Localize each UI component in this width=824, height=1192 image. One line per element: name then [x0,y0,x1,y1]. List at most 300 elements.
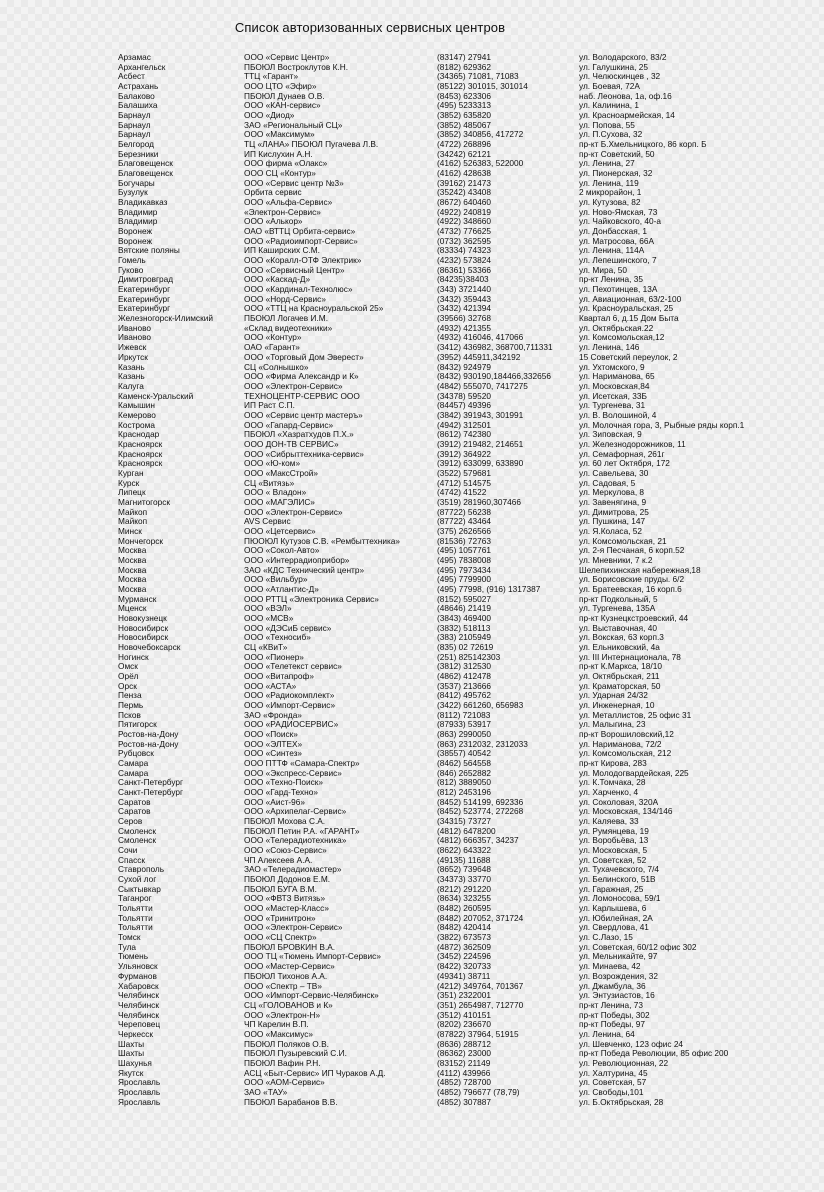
address-cell: пр-кт Победы, 302 [579,1010,650,1020]
address-cell: ул. Румянцева, 19 [579,826,649,836]
city-cell: Ногинск [118,652,149,662]
organization-cell: ООО «СЦ Спектр» [244,933,317,943]
phone-cell: (4842) 555070, 7417275 [437,381,528,391]
table-row [0,1030,824,1040]
city-cell: Орёл [118,672,139,681]
table-row [0,575,824,585]
phone-cell: (3422) 661260, 656983 [437,701,524,711]
phone-cell: (4852) 307887 [437,1097,491,1107]
page-title: Список авторизованных сервисных центров [234,20,506,35]
organization-cell: ООО « Владон» [244,488,307,498]
organization-cell: ООО «Импорт-Сервис-Челябинск» [244,991,379,1001]
address-cell: ул. Красноуральская, 25 [579,304,674,314]
city-cell: Барнаул [118,111,151,121]
organization-cell: ООО «Сервисный Центр» [244,265,345,275]
address-cell: ул. Тургенева, 135А [579,604,656,614]
table-row [0,508,824,518]
address-cell: ул. Меркулова, 8 [579,488,645,498]
organization-cell: ЧП Карелин В.П. [244,1020,309,1030]
city-cell: Владимир [118,217,158,227]
address-cell: ул. Революционная, 22 [579,1058,669,1068]
phone-cell: (3432) 359443 [437,294,491,304]
address-cell: ул. Железнодорожников, 11 [579,439,686,449]
organization-cell: ООО «АСТА» [244,681,297,691]
table-row [0,662,824,672]
city-cell: Ростов-на-Дону [118,739,179,749]
city-cell: Магнитогорск [118,497,171,507]
city-cell: Кемерово [118,410,156,420]
address-cell: ул. Ленина, 114А [579,246,645,256]
table-row [0,933,824,943]
phone-cell: (4742) 41522 [437,488,487,498]
address-cell: ул. Гаражная, 25 [579,884,644,894]
city-cell: Майкоп [118,507,148,517]
organization-cell: ООО «Электрон-Н» [244,1010,321,1020]
city-cell: Москва [118,555,147,565]
table-row [0,333,824,343]
phone-cell: (8152) 595027 [437,594,491,604]
organization-cell: ПБОЮЛ Дунаев О.В. [244,91,325,101]
organization-cell: ООО «ТТЦ на Красноуральской 25» [244,304,384,314]
city-cell: Москва [118,575,147,585]
table-row [0,363,824,373]
address-cell: ул. Володарского, 83/2 [579,53,667,62]
organization-cell: ПБОЮЛ БРОВКИН В.А. [244,942,336,952]
city-cell: Каменск-Уральский [118,391,194,401]
organization-cell: ООО «МАГЭЛИС» [244,497,315,507]
city-cell: Череповец [118,1020,161,1030]
city-cell: Смоленск [118,836,156,846]
address-cell: ул. С.Лазо, 15 [579,933,633,943]
city-cell: Красноярск [118,449,163,459]
table-row [0,159,824,169]
city-cell: Камышин [118,401,155,411]
organization-cell: ПБОЮЛ БУГА В.М. [244,884,317,894]
phone-cell: (83152) 21149 [437,1058,491,1068]
phone-cell: (835) 02 72619 [437,642,494,652]
address-cell: пр-кт Победа Революции, 85 офис 200 [579,1049,729,1059]
organization-cell: СЦ «Витязь» [244,478,295,488]
phone-cell: (8482) 260595 [437,904,491,914]
city-cell: Мурманск [118,594,157,604]
address-cell: ул. Минаева, 42 [579,962,641,972]
table-row [0,343,824,353]
phone-cell: (49135) 11688 [437,855,491,865]
table-row [0,488,824,498]
phone-cell: (3912) 219482, 214651 [437,439,524,449]
table-row [0,614,824,624]
table-row [0,1001,824,1011]
address-cell: ул. Свердлова, 41 [579,923,649,933]
table-row [0,227,824,237]
table-row [0,459,824,469]
address-cell: ул. Малыгина, 23 [579,720,646,730]
address-cell: пр-кт Победы, 97 [579,1020,646,1030]
table-row [0,720,824,730]
organization-cell: ООО «Интеррадиоприбор» [244,555,350,565]
phone-cell: (495) 77998, (916) 1317387 [437,584,541,594]
address-cell: ул. Братеевская, 16 корп.6 [579,584,682,594]
organization-cell: ООО «Гард-Техно» [244,788,318,798]
city-cell: Барнаул [118,130,151,140]
city-cell: Саратов [118,797,151,807]
table-row [0,266,824,276]
table-row [0,1078,824,1088]
organization-cell: ПБОЮЛ Поляков О.В. [244,1039,329,1049]
phone-cell: (39566) 32768 [437,314,491,324]
organization-cell: ООО ЦТО «Эфир» [244,82,317,92]
table-row [0,904,824,914]
phone-cell: (8453) 623306 [437,91,491,101]
phone-cell: (495) 1057761 [437,546,491,556]
address-cell: ул. Тухачевского, 7/4 [579,865,659,875]
table-row [0,740,824,750]
city-cell: Воронеж [118,236,153,246]
organization-cell: ООО ТЦ «Тюмень Импорт-Сервис» [244,952,381,962]
organization-cell: Орбита сервис [244,188,302,198]
phone-cell: (87722) 56238 [437,507,491,517]
organization-cell: ТЦ «ЛАНА» ПБОЮЛ Пугачева Л.В. [244,140,379,150]
organization-cell: ООО фирма «Олакс» [244,159,328,169]
city-cell: Смоленск [118,826,156,836]
organization-cell: ПБОЮЛ Востроклутов К.Н. [244,62,349,72]
phone-cell: (3522) 579681 [437,468,491,478]
organization-cell: ПБОЮЛ Тихонов А.А. [244,971,328,981]
organization-cell: ООО «Синтез» [244,749,303,759]
table-row [0,1011,824,1021]
address-cell: ул. Комсомольская, 21 [579,536,667,546]
organization-cell: ООО «Телерадиотехника» [244,836,347,846]
table-row [0,566,824,576]
phone-cell: (8452) 514199, 692336 [437,797,524,807]
city-cell: Калуга [118,381,144,391]
phone-cell: (495) 7973434 [437,565,491,575]
city-cell: Челябинск [118,1010,159,1020]
organization-cell: ООО «Техно-Поиск» [244,778,324,788]
address-cell: ул. Завенягина, 9 [579,497,647,507]
organization-cell: ПБОЮЛ «Хазратхудов П.Х.» [244,430,354,440]
address-cell: ул. Карлышева, 6 [579,904,647,914]
table-row [0,440,824,450]
table-row [0,188,824,198]
organization-cell: ООО «Сокол-Авто» [244,546,320,556]
city-cell: Архангельск [118,62,166,72]
city-cell: Арзамас [118,53,151,62]
address-cell: ул. Металлистов, 25 офис 31 [579,710,692,720]
phone-cell: (251) 825142303 [437,652,501,662]
address-cell: пр-кт Ворошиловский,12 [579,730,674,740]
organization-cell: ООО «Ю-ком» [244,459,301,469]
address-cell: ул. Ново-Ямская, 73 [579,207,658,217]
phone-cell: (35242) 43408 [437,188,491,198]
address-cell: ул. Мневники, 7 к.2 [579,555,653,565]
city-cell: Самара [118,759,149,769]
city-cell: Владимир [118,207,158,217]
city-cell: Таганрог [118,894,152,904]
address-cell: ул. Матросова, 66А [579,236,655,246]
address-cell: ул. Энтузиастов, 16 [579,991,655,1001]
organization-cell: ПБОЮЛ Петин Р.А. «ГАРАНТ» [244,826,360,836]
city-cell: Красноярск [118,459,163,469]
table-row [0,643,824,653]
address-cell: ул. Мельникайте, 97 [579,952,658,962]
table-row [0,498,824,508]
phone-cell: (3852) 485067 [437,120,491,130]
address-cell: ул. Выставочная, 40 [579,623,657,633]
organization-cell: ООО «Телетекст сервис» [244,662,342,672]
organization-cell: ООО РТТЦ «Электроника Сервис» [244,594,379,604]
address-cell: ул. Соколовая, 320А [579,797,659,807]
address-cell: ул. К.Томчака, 28 [579,778,646,788]
phone-cell: (34242) 62121 [437,149,491,159]
organization-cell: СЦ «Солнышко» [244,362,309,372]
phone-cell: (86362) 23000 [437,1049,491,1059]
address-cell: ул. Зиповская, 9 [579,430,642,440]
table-row [0,121,824,131]
table-row [0,914,824,924]
phone-cell: (34315) 73727 [437,817,491,827]
address-cell: ул. Октябрьская, 211 [579,672,660,681]
table-row [0,759,824,769]
organization-cell: ООО «ВЭЛ» [244,604,292,614]
address-cell: ул. Ленина, 119 [579,178,639,188]
organization-cell: ООО «Мастер-Класс» [244,904,329,914]
address-cell: Квартал 6, д.15 Дом Быта [579,314,679,324]
table-row [0,885,824,895]
table-row [0,392,824,402]
table-row [0,430,824,440]
organization-cell: ООО «Техносиб» [244,633,311,643]
table-row [0,314,824,324]
organization-cell: ТТЦ «Гарант» [244,72,299,82]
phone-cell: (4112) 439966 [437,1068,491,1078]
table-row [0,827,824,837]
address-cell: ул. Краматорская, 50 [579,681,661,691]
table-row [0,72,824,82]
address-cell: ул. Димитрова, 25 [579,507,649,517]
organization-cell: ООО «Сервис центр мастеръ» [244,410,363,420]
city-cell: Сыктывкар [118,884,161,894]
phone-cell: (39162) 21473 [437,178,491,188]
city-cell: Кострома [118,420,155,430]
phone-cell: (4732) 776625 [437,227,491,237]
organization-cell: ООО «Электрон-Сервис» [244,381,343,391]
address-cell: ул. П.Сухова, 32 [579,130,643,140]
organization-cell: ООО «Электрон-Сервис» [244,923,343,933]
city-cell: Серов [118,817,143,827]
table-row [0,469,824,479]
phone-cell: (3452) 224596 [437,952,491,962]
phone-cell: (34365) 71081, 71083 [437,72,519,82]
address-cell: ул. Октябрьская.22 [579,323,654,333]
organization-cell: ООО «Радиоимпорт-Сервис» [244,236,358,246]
address-cell: ул. Каляева, 33 [579,817,639,827]
city-cell: Сочи [118,846,138,856]
address-cell: ул. Советская, 60/12 офис 302 [579,942,697,952]
table-row [0,875,824,885]
phone-cell: (4162) 526383, 522000 [437,159,524,169]
organization-cell: ООО «Электрон-Сервис» [244,507,343,517]
table-row [0,353,824,363]
city-cell: Мценск [118,604,147,614]
phone-cell: (8636) 288712 [437,1039,491,1049]
table-row [0,479,824,489]
table-row [0,246,824,256]
organization-cell: ООО «Коралл-ОТФ Электрик» [244,256,362,266]
phone-cell: (383) 2105949 [437,633,491,643]
phone-cell: (4812) 6478200 [437,826,496,836]
organization-cell: ЗАО «ТАУ» [244,1087,288,1097]
organization-cell: ООО «Витапроф» [244,672,314,681]
phone-cell: (48646) 21419 [437,604,491,614]
city-cell: Бузулук [118,188,148,198]
city-cell: Екатеринбург [118,304,171,314]
phone-cell: (4712) 514575 [437,478,491,488]
address-cell: ул. Пехотинцев, 13А [579,285,658,295]
organization-cell: ООО «Вильбур» [244,575,308,585]
city-cell: Ульяновск [118,962,158,972]
city-cell: Пермь [118,701,144,711]
address-cell: ул. Савельева, 30 [579,468,649,478]
city-cell: Самара [118,768,149,778]
city-cell: Курган [118,468,144,478]
address-cell: ул. В. Волошиной, 4 [579,410,657,420]
table-row [0,778,824,788]
table-row [0,1059,824,1069]
organization-cell: ПБОЮЛ Логачев И.М. [244,314,328,324]
phone-cell: (8422) 320733 [437,962,491,972]
table-row [0,682,824,692]
organization-cell: ООО «ФВТЗ Витязь» [244,894,326,904]
city-cell: Ижевск [118,343,147,353]
address-cell: ул. Ударная 24/32 [579,691,648,701]
city-cell: Спасск [118,855,146,865]
phone-cell: (8462) 564558 [437,759,491,769]
address-cell: пр-кт Ленина, 35 [579,275,644,285]
organization-cell: ЗАО «КДС Технический центр» [244,565,365,575]
address-cell: ул. Исетская, 33Б [579,391,647,401]
address-cell: ул. Нариманова, 72/2 [579,739,662,749]
city-cell: Санкт-Петербург [118,778,184,788]
organization-cell: ООО «Максимус» [244,1029,314,1039]
city-cell: Иркутск [118,352,148,362]
table-row [0,295,824,305]
city-cell: Астрахань [118,82,159,92]
organization-cell: ООО «Норд-Сервис» [244,294,326,304]
address-cell: ул. Чайковского, 40-а [579,217,662,227]
phone-cell: (8672) 640460 [437,198,491,208]
phone-cell: (8202) 236670 [437,1020,491,1030]
city-cell: Ярославль [118,1097,161,1107]
city-cell: Тольятти [118,904,153,914]
phone-cell: (863) 2312032, 2312033 [437,739,528,749]
table-row [0,92,824,102]
phone-cell: (34373) 33770 [437,875,491,885]
table-row [0,450,824,460]
city-cell: Мончегорск [118,536,163,546]
table-row [0,836,824,846]
city-cell: Ярославль [118,1087,161,1097]
table-row [0,111,824,121]
organization-cell: AVS Сервис [244,517,291,527]
address-cell: ул. Донбасская, 1 [579,227,647,237]
address-cell: ул. Кутузова, 82 [579,198,641,208]
phone-cell: (812) 3889050 [437,778,491,788]
organization-cell: ПБОЮЛ Додонов Е.М. [244,875,331,885]
table-row [0,275,824,285]
table-row [0,150,824,160]
city-cell: Москва [118,584,147,594]
organization-cell: ООО «Мастер-Сервис» [244,962,335,972]
table-row [0,101,824,111]
phone-cell: (3842) 391943, 301991 [437,410,524,420]
phone-cell: (4812) 666357, 34237 [437,836,519,846]
city-cell: Шахунья [118,1058,152,1068]
city-cell: Сухой лог [118,875,157,885]
organization-cell: ИП Каширских С.М. [244,246,320,256]
table-row [0,624,824,634]
address-cell: ул. Ельниковский, 4а [579,642,660,652]
phone-cell: (49341) 38711 [437,971,491,981]
address-cell: ул. Молодогвардейская, 225 [579,768,689,778]
table-row [0,285,824,295]
phone-cell: (3512) 410151 [437,1010,491,1020]
organization-cell: ООО «РАДИОСЕРВИС» [244,720,339,730]
phone-cell: (863) 2990050 [437,730,491,740]
address-cell: ул. Белинского, 51В [579,875,656,885]
address-cell: ул. Ленина, 27 [579,159,635,169]
phone-cell: (38557) 40542 [437,749,491,759]
organization-cell: ООО «КАН-сервис» [244,101,321,111]
table-row [0,672,824,682]
table-row [0,585,824,595]
address-cell: пр-кт Советский, 50 [579,149,655,159]
city-cell: Ставрополь [118,865,165,875]
organization-cell: ООО «МаксСтрой» [244,468,319,478]
phone-cell: (87822) 37964, 51915 [437,1029,519,1039]
organization-cell: ООО «Сервис Центр» [244,53,330,62]
table-row [0,82,824,92]
organization-cell: ООО «Альфа-Сервис» [244,198,333,208]
address-cell: ул. Попова, 55 [579,120,635,130]
phone-cell: (8452) 523774, 272268 [437,807,524,817]
phone-cell: (4922) 348660 [437,217,491,227]
city-cell: Шахты [118,1039,145,1049]
organization-cell: ООО «Фирма Александр и К» [244,372,359,382]
organization-cell: ПБОЮЛ Мохова С.А. [244,817,326,827]
organization-cell: ООО «Архипелаг-Сервис» [244,807,347,817]
address-cell: ул. Боевая, 72А [579,82,640,92]
phone-cell: (812) 2453196 [437,788,491,798]
table-row [0,401,824,411]
city-cell: Ростов-на-Дону [118,730,179,740]
city-cell: Новочебоксарск [118,642,181,652]
address-cell: ул. Халтурина, 45 [579,1068,648,1078]
table-row [0,324,824,334]
organization-cell: ОАО «ВТТЦ Орбита-сервис» [244,227,356,237]
address-cell: ул. Шевченко, 123 офис 24 [579,1039,684,1049]
organization-cell: «Склад видеотехники» [244,323,333,333]
organization-cell: ООО «Сервис центр №3» [244,178,344,188]
address-cell: ул. Мира, 50 [579,265,628,275]
address-cell: ул. Московская, 5 [579,846,648,856]
city-cell: Челябинск [118,991,159,1001]
phone-cell: (8432) 924979 [437,362,491,372]
organization-cell: ИП Кислухин А.Н. [244,149,313,159]
phone-cell: (8182) 629362 [437,62,491,72]
table-row [0,63,824,73]
address-cell: ул. Лепешинского, 7 [579,256,657,266]
